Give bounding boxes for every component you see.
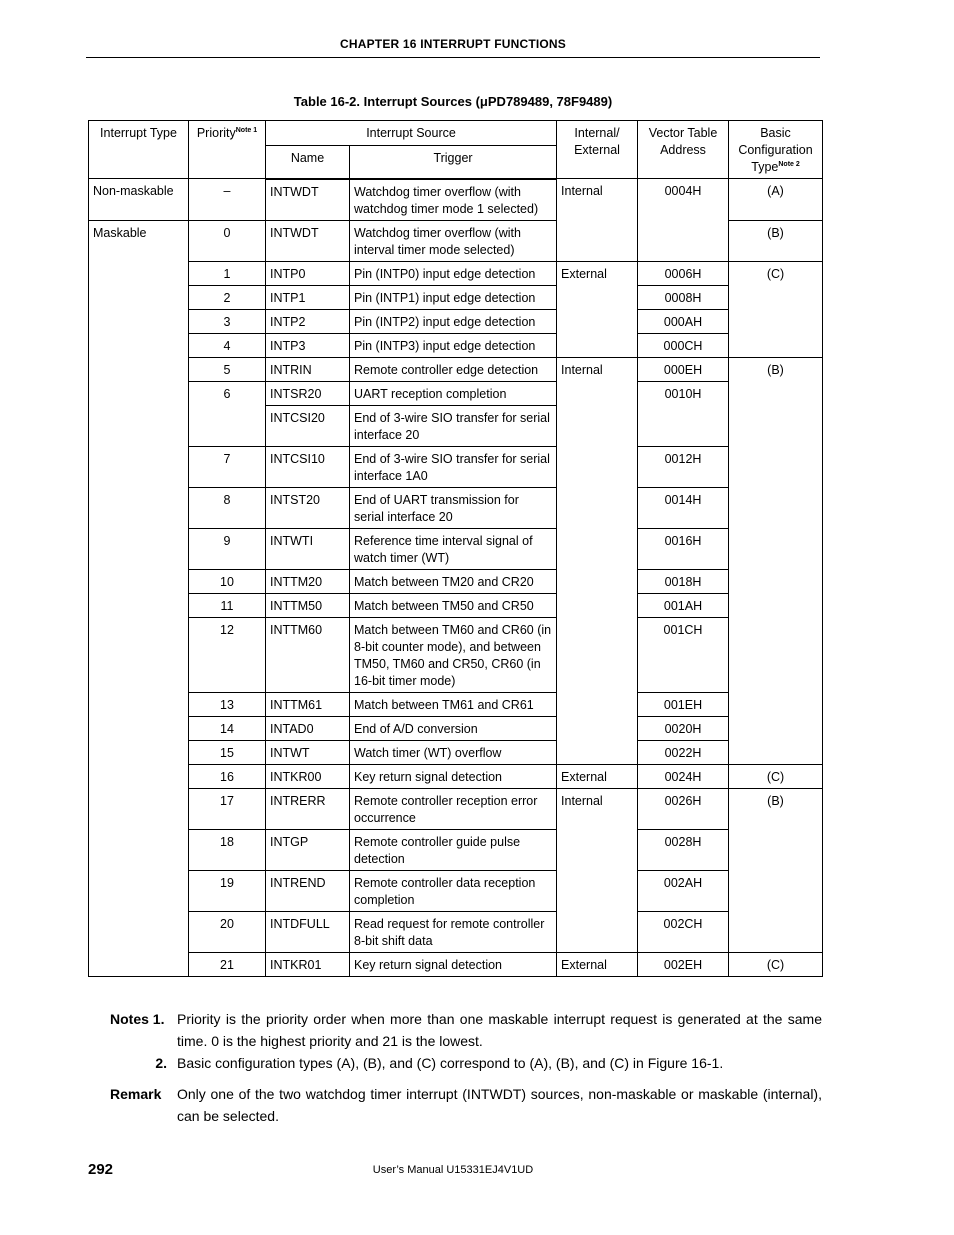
notes-label: Notes 1.	[110, 1011, 165, 1027]
cell-priority: 5	[189, 357, 266, 381]
cell-vector: 0012H	[638, 446, 729, 487]
table-row	[89, 593, 823, 617]
cell-trigger: Key return signal detection	[350, 764, 557, 788]
cell-name: INTAD0	[266, 716, 350, 740]
cell-basic-type: (A)	[729, 179, 823, 221]
note-1-text: Priority is the priority order when more than one maskable interrupt request is generated at the same time. 0 is the highest priority and 21 is the lowest.	[177, 1011, 822, 1049]
cell-name: INTRIN	[266, 357, 350, 381]
cell-name: INTP3	[266, 333, 350, 357]
cell-name: INTWT	[266, 740, 350, 764]
cell-priority: 9	[189, 528, 266, 569]
table-row	[89, 446, 823, 487]
table-row	[89, 569, 823, 593]
cell-trigger: Pin (INTP1) input edge detection	[350, 285, 557, 309]
cell-internal-external: External	[557, 952, 638, 976]
cell-priority: 6	[189, 381, 266, 446]
cell-trigger: End of A/D conversion	[350, 716, 557, 740]
cell-name: INTTM50	[266, 593, 350, 617]
cell-priority: 16	[189, 764, 266, 788]
cell-name: INTCSI20	[266, 405, 350, 446]
interrupt-sources-table	[88, 120, 823, 977]
cell-basic-type: (B)	[729, 788, 823, 952]
cell-name: INTWTI	[266, 528, 350, 569]
table-row	[89, 179, 823, 221]
cell-name: INTP0	[266, 261, 350, 285]
cell-vector: 0016H	[638, 528, 729, 569]
table-row	[89, 740, 823, 764]
cell-vector: 0006H	[638, 261, 729, 285]
cell-vector: 0026H	[638, 788, 729, 829]
col-basic-config-type: Basic Configuration Type$^{Note 2}$	[729, 121, 823, 179]
cell-internal-external: External	[557, 764, 638, 788]
cell-type: Non-maskable	[89, 179, 189, 221]
table-header-row	[89, 121, 823, 146]
cell-vector: 0014H	[638, 487, 729, 528]
cell-priority: 3	[189, 309, 266, 333]
cell-basic-type: (B)	[729, 357, 823, 764]
cell-priority: 4	[189, 333, 266, 357]
cell-priority: 11	[189, 593, 266, 617]
cell-priority: 12	[189, 617, 266, 692]
table-row	[89, 528, 823, 569]
col-interrupt-type: Interrupt Type	[89, 121, 189, 179]
cell-name: INTSR20	[266, 381, 350, 405]
cell-priority: 14	[189, 716, 266, 740]
cell-priority: 19	[189, 870, 266, 911]
page-number: 292	[88, 1161, 114, 1178]
cell-name: INTP2	[266, 309, 350, 333]
cell-internal-external: External	[557, 261, 638, 357]
cell-trigger: Watchdog timer overflow (with watchdog timer mode 1 selected)	[350, 179, 557, 221]
cell-trigger: Watch timer (WT) overflow	[350, 740, 557, 764]
table-row	[89, 911, 823, 952]
cell-vector: 001CH	[638, 617, 729, 692]
note-1	[110, 1008, 822, 1052]
cell-trigger: Remote controller edge detection	[350, 357, 557, 381]
note-2	[110, 1052, 822, 1074]
cell-vector: 001EH	[638, 692, 729, 716]
cell-priority: 15	[189, 740, 266, 764]
table-row	[89, 487, 823, 528]
cell-trigger: End of 3-wire SIO transfer for serial interface 20	[350, 405, 557, 446]
table-row	[89, 333, 823, 357]
cell-internal-external: Internal	[557, 357, 638, 764]
table-row	[89, 952, 823, 976]
table-row	[89, 692, 823, 716]
cell-vector: 0020H	[638, 716, 729, 740]
cell-trigger: Pin (INTP2) input edge detection	[350, 309, 557, 333]
cell-trigger: Read request for remote controller 8-bit shift data	[350, 911, 557, 952]
cell-trigger: Watchdog timer overflow (with interval timer mode selected)	[350, 220, 557, 261]
table-row	[89, 381, 823, 405]
cell-priority: 2	[189, 285, 266, 309]
cell-name: INTREND	[266, 870, 350, 911]
cell-basic-type: (C)	[729, 952, 823, 976]
cell-priority: 13	[189, 692, 266, 716]
col-priority: Priority$^{Note 1}$	[189, 121, 266, 179]
cell-trigger: Pin (INTP0) input edge detection	[350, 261, 557, 285]
col-internal-external: Internal/ External	[557, 121, 638, 179]
cell-priority: 1	[189, 261, 266, 285]
cell-priority: 8	[189, 487, 266, 528]
cell-name: INTP1	[266, 285, 350, 309]
col-vector-table-address: Vector Table Address	[638, 121, 729, 179]
col-name: Name	[266, 145, 350, 178]
remark	[110, 1083, 822, 1127]
cell-vector: 000AH	[638, 309, 729, 333]
table-row	[89, 309, 823, 333]
cell-priority: 0	[189, 220, 266, 261]
cell-trigger: Remote controller data reception completion	[350, 870, 557, 911]
cell-name: INTTM60	[266, 617, 350, 692]
cell-name: INTCSI10	[266, 446, 350, 487]
cell-vector: 0004H	[638, 179, 729, 262]
cell-name: INTTM20	[266, 569, 350, 593]
cell-vector: 002CH	[638, 911, 729, 952]
table-row	[89, 829, 823, 870]
col-interrupt-source: Interrupt Source	[266, 121, 557, 146]
cell-name: INTST20	[266, 487, 350, 528]
table-row	[89, 261, 823, 285]
table-row	[89, 357, 823, 381]
cell-trigger: End of 3-wire SIO transfer for serial interface 1A0	[350, 446, 557, 487]
cell-name: INTTM61	[266, 692, 350, 716]
table-row	[89, 870, 823, 911]
note-2-label: 2.	[155, 1055, 167, 1071]
remark-label: Remark	[110, 1086, 162, 1102]
cell-name: INTWDT	[266, 179, 350, 221]
table-row	[89, 764, 823, 788]
header-rule	[86, 57, 820, 58]
cell-trigger: Match between TM20 and CR20	[350, 569, 557, 593]
cell-name: INTDFULL	[266, 911, 350, 952]
cell-priority: 18	[189, 829, 266, 870]
cell-internal-external: Internal	[557, 179, 638, 262]
col-trigger: Trigger	[350, 145, 557, 178]
cell-name: INTWDT	[266, 220, 350, 261]
cell-trigger: Remote controller reception error occurrence	[350, 788, 557, 829]
cell-priority: 21	[189, 952, 266, 976]
cell-trigger: End of UART transmission for serial interface 20	[350, 487, 557, 528]
cell-trigger: Remote controller guide pulse detection	[350, 829, 557, 870]
cell-trigger: Pin (INTP3) input edge detection	[350, 333, 557, 357]
cell-vector: 0008H	[638, 285, 729, 309]
cell-trigger: Reference time interval signal of watch timer (WT)	[350, 528, 557, 569]
cell-vector: 002EH	[638, 952, 729, 976]
cell-vector: 000EH	[638, 357, 729, 381]
cell-type: Maskable	[89, 220, 189, 976]
cell-trigger: UART reception completion	[350, 381, 557, 405]
cell-priority: 17	[189, 788, 266, 829]
cell-name: INTKR00	[266, 764, 350, 788]
table-row	[89, 788, 823, 829]
chapter-header: CHAPTER 16 INTERRUPT FUNCTIONS	[339, 37, 566, 51]
cell-basic-type: (C)	[729, 261, 823, 357]
footer-manual-id: User’s Manual U15331EJ4V1UD	[372, 1164, 534, 1176]
note-2-text: Basic configuration types (A), (B), and (C) correspond to (A), (B), and (C) in Figure 16-1.	[177, 1055, 724, 1071]
table-row	[89, 285, 823, 309]
cell-vector: 0010H	[638, 381, 729, 446]
cell-vector: 001AH	[638, 593, 729, 617]
notes-section	[110, 1008, 822, 1127]
table-title: Table 16-2. Interrupt Sources (μPD789489, 78F9489)	[293, 94, 613, 109]
cell-vector: 0024H	[638, 764, 729, 788]
cell-name: INTRERR	[266, 788, 350, 829]
cell-priority: 7	[189, 446, 266, 487]
remark-text: Only one of the two watchdog timer interrupt (INTWDT) sources, non-maskable or maskable (internal), can be selected.	[177, 1086, 822, 1124]
cell-vector: 002AH	[638, 870, 729, 911]
cell-vector: 0022H	[638, 740, 729, 764]
cell-name: INTGP	[266, 829, 350, 870]
cell-basic-type: (B)	[729, 220, 823, 261]
cell-priority: –	[189, 179, 266, 221]
cell-trigger: Match between TM61 and CR61	[350, 692, 557, 716]
cell-vector: 0018H	[638, 569, 729, 593]
cell-vector: 0028H	[638, 829, 729, 870]
cell-priority: 10	[189, 569, 266, 593]
table-row	[89, 716, 823, 740]
cell-name: INTKR01	[266, 952, 350, 976]
cell-trigger: Key return signal detection	[350, 952, 557, 976]
cell-internal-external: Internal	[557, 788, 638, 952]
cell-basic-type: (C)	[729, 764, 823, 788]
cell-priority: 20	[189, 911, 266, 952]
table-row	[89, 617, 823, 692]
cell-vector: 000CH	[638, 333, 729, 357]
cell-trigger: Match between TM60 and CR60 (in 8-bit counter mode), and between TM50, TM60 and CR50, CR60 (in 16-bit timer mode)	[350, 617, 557, 692]
cell-trigger: Match between TM50 and CR50	[350, 593, 557, 617]
